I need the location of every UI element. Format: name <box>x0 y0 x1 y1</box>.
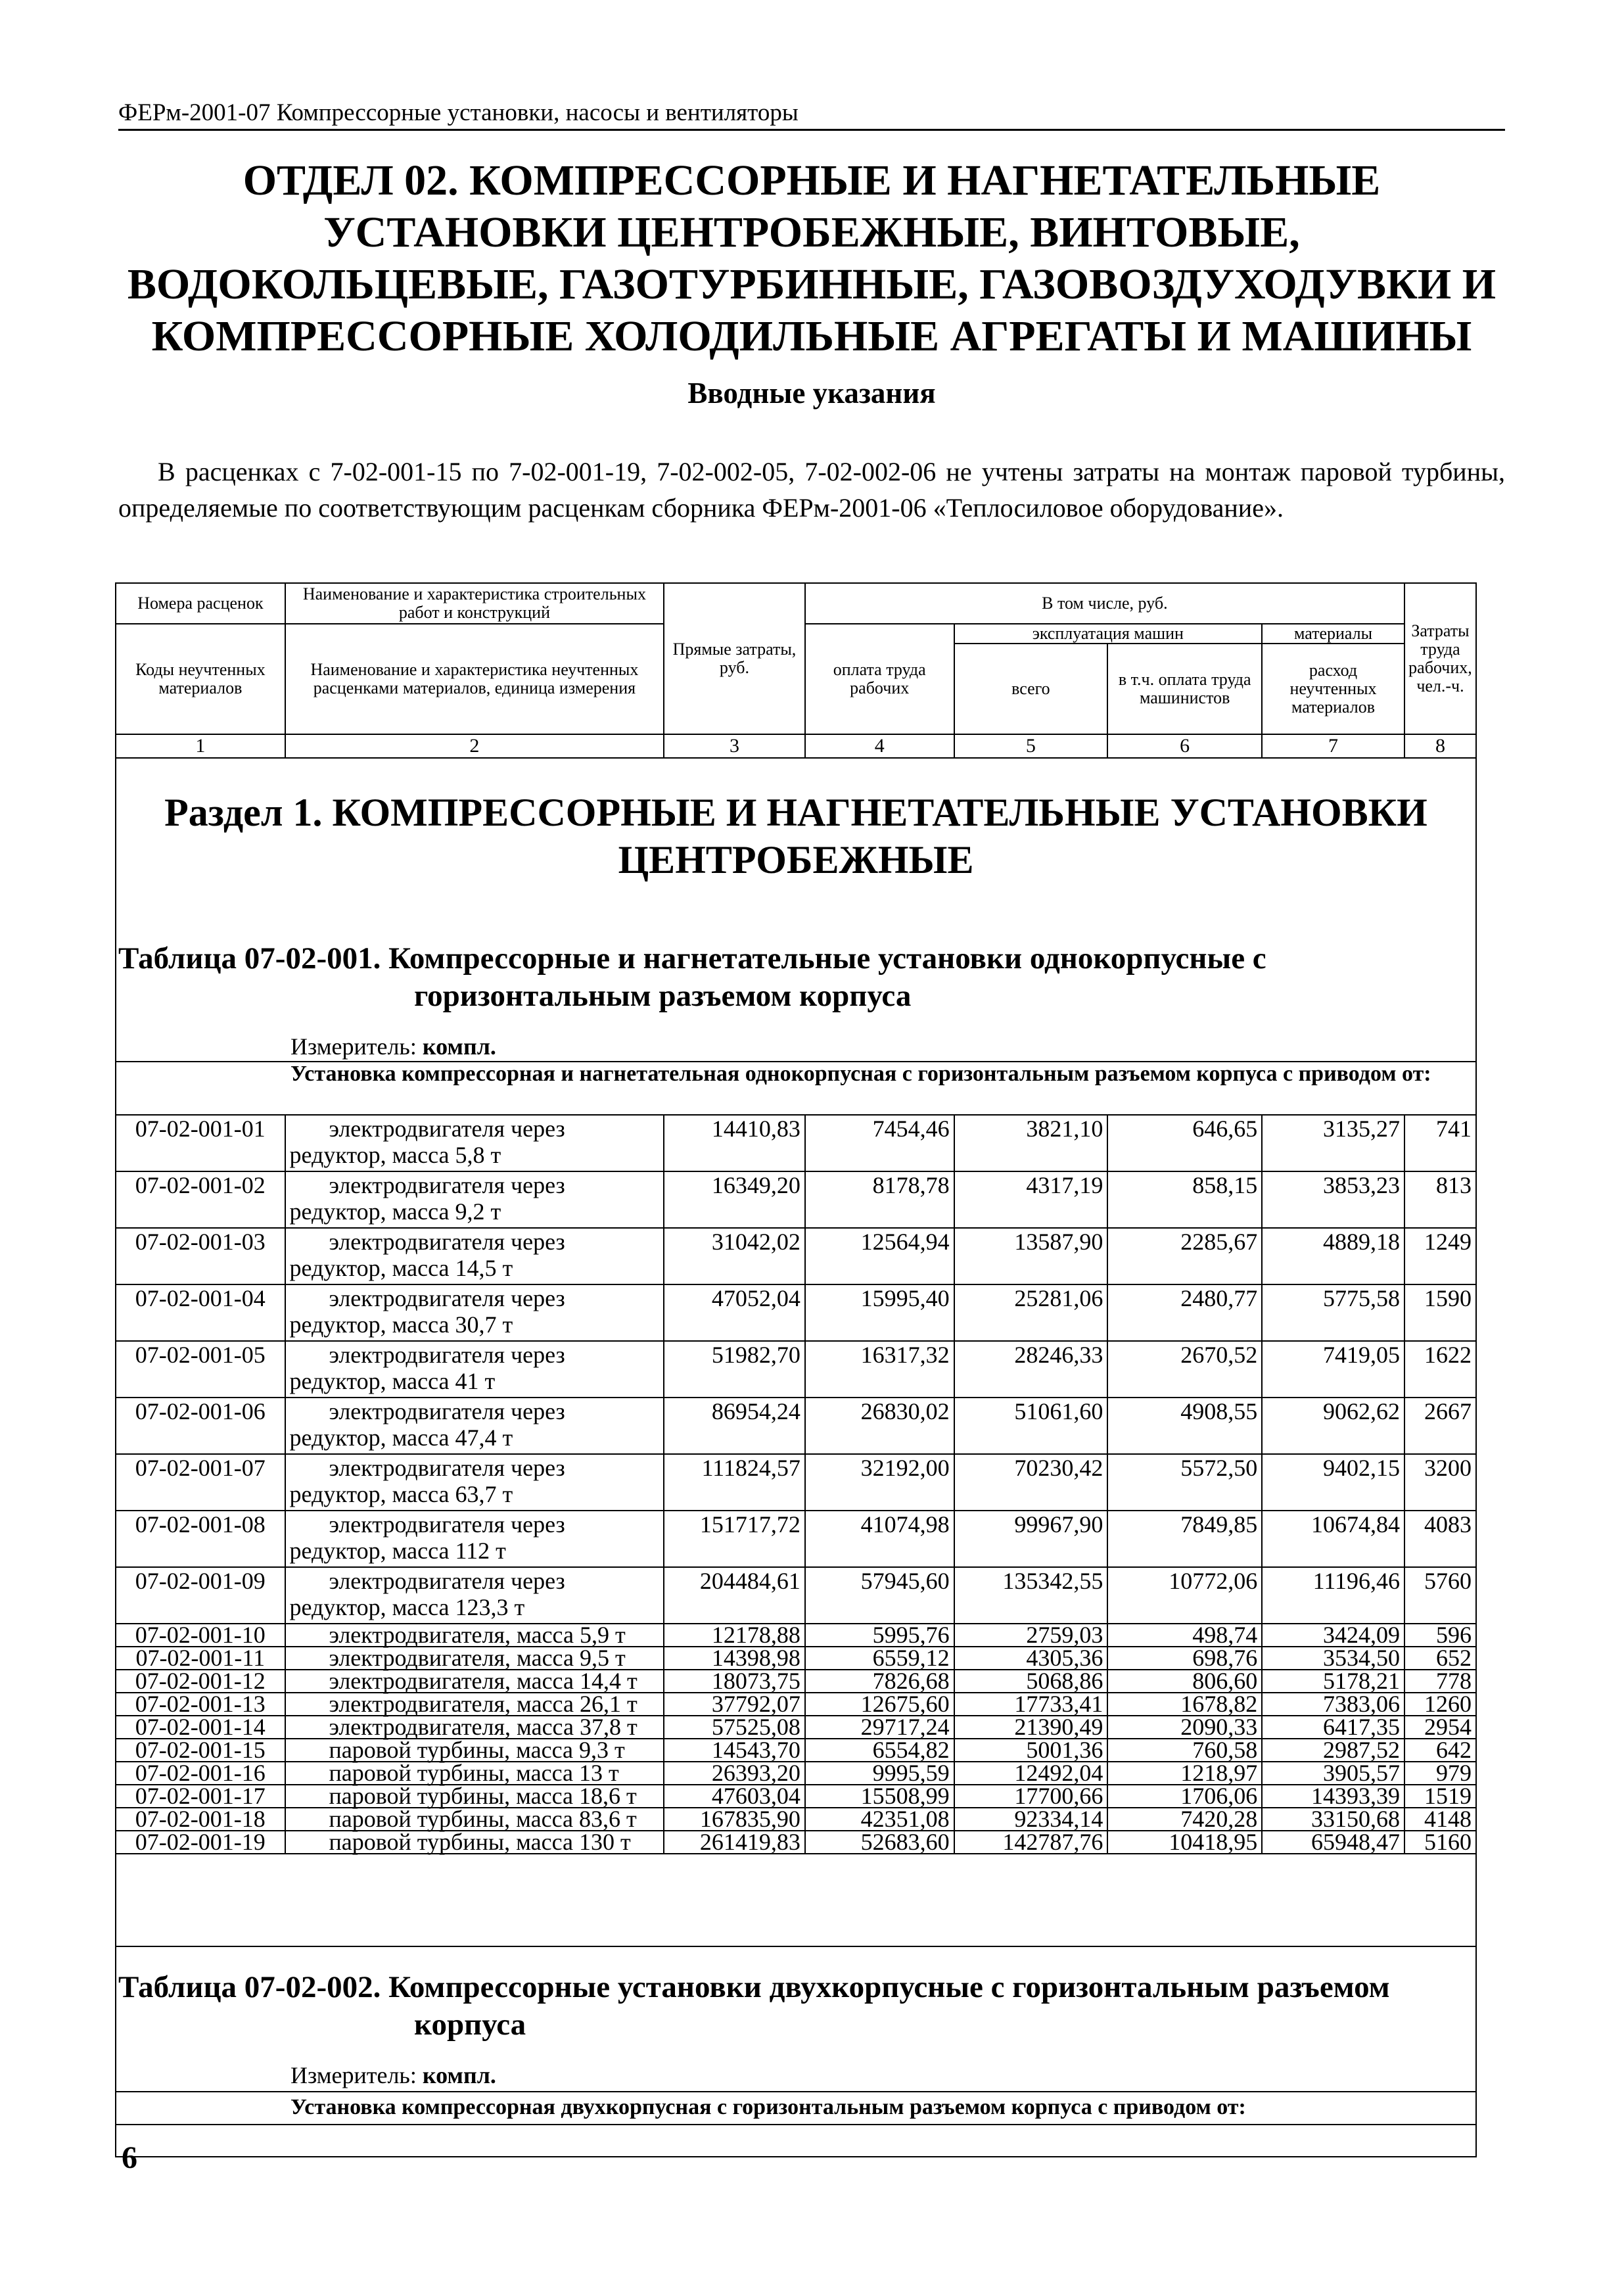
column-number: 6 <box>1107 734 1262 758</box>
value-labor: 12675,60 <box>805 1693 954 1716</box>
rate-name <box>285 1115 664 1171</box>
rate-code: 07-02-001-18 <box>116 1808 285 1831</box>
value-mach: 5001,36 <box>954 1739 1108 1762</box>
rate-code: 07-02-001-11 <box>116 1647 285 1670</box>
value-labor: 42351,08 <box>805 1808 954 1831</box>
rate-name <box>285 1762 664 1785</box>
value-direct: 26393,20 <box>664 1762 805 1785</box>
value-labor: 9995,59 <box>805 1762 954 1785</box>
value-mach-labor: 7849,85 <box>1107 1511 1262 1567</box>
value-labor: 52683,60 <box>805 1831 954 1854</box>
value-hours: 1590 <box>1404 1284 1476 1341</box>
table-row <box>116 1284 1476 1341</box>
value-mat: 11196,46 <box>1262 1567 1404 1624</box>
table2-caption <box>118 1969 1390 2044</box>
value-mach-labor: 2480,77 <box>1107 1284 1262 1341</box>
value-mach-labor: 646,65 <box>1107 1115 1262 1171</box>
table-row <box>116 1567 1476 1624</box>
table-row <box>116 1716 1476 1739</box>
rate-name <box>285 1624 664 1647</box>
rate-name-line1: электродвигателя через <box>329 1398 565 1424</box>
rate-name-line2: редуктор, масса 41 т <box>289 1368 496 1394</box>
value-direct: 18073,75 <box>664 1670 805 1693</box>
table2-caption-line2: корпуса <box>414 2008 526 2042</box>
header-material-codes: Коды неучтенных материалов <box>116 624 285 734</box>
header-rates-codes: Номера расценок <box>116 583 285 624</box>
column-number: 4 <box>805 734 954 758</box>
table-row <box>116 1398 1476 1454</box>
rate-name-line1: электродвигателя, масса 5,9 т <box>329 1622 626 1648</box>
table1-caption-line2: горизонтальным разъемом корпуса <box>414 979 912 1013</box>
value-direct: 86954,24 <box>664 1398 805 1454</box>
value-mach: 12492,04 <box>954 1762 1108 1785</box>
rate-name-line1: электродвигателя, масса 26,1 т <box>329 1691 638 1717</box>
value-mat: 3534,50 <box>1262 1647 1404 1670</box>
rate-code: 07-02-001-01 <box>116 1115 285 1171</box>
table2-caption-line1: Таблица 07-02-002. Компрессорные установки двухкорпусные с горизонтальным разъемом <box>118 1970 1390 2004</box>
section-title: Раздел 1. КОМПРЕССОРНЫЕ И НАГНЕТАТЕЛЬНЫЕ УСТАНОВКИ ЦЕНТРОБЕЖНЫЕ <box>164 791 1427 882</box>
table1-body <box>116 1115 1476 1854</box>
value-hours: 1249 <box>1404 1228 1476 1284</box>
value-mach-labor: 760,58 <box>1107 1739 1262 1762</box>
value-direct: 12178,88 <box>664 1624 805 1647</box>
intro-heading: Вводные указания <box>687 377 936 410</box>
value-hours: 642 <box>1404 1739 1476 1762</box>
header-material-names: Наименование и характеристика неучтенных расценками материалов, единица измерения <box>285 624 664 734</box>
rate-name-line2: редуктор, масса 112 т <box>289 1538 506 1564</box>
value-direct: 204484,61 <box>664 1567 805 1624</box>
value-mach: 70230,42 <box>954 1454 1108 1511</box>
value-hours: 778 <box>1404 1670 1476 1693</box>
rate-code: 07-02-001-09 <box>116 1567 285 1624</box>
value-mach-labor: 2285,67 <box>1107 1228 1262 1284</box>
rate-name-line1: электродвигателя через <box>329 1285 565 1311</box>
value-mach-labor: 1706,06 <box>1107 1785 1262 1808</box>
table1-caption-line1: Таблица 07-02-001. Компрессорные и нагнетательные установки однокорпусные с <box>118 941 1266 976</box>
value-direct: 16349,20 <box>664 1171 805 1228</box>
rate-name-line1: электродвигателя, масса 9,5 т <box>329 1645 626 1671</box>
rate-name <box>285 1693 664 1716</box>
value-hours: 4148 <box>1404 1808 1476 1831</box>
table-row <box>116 1808 1476 1831</box>
table2-measure <box>290 2061 496 2089</box>
running-header: ФЕРм-2001-07 Компрессорные установки, насосы и вентиляторы <box>118 99 799 126</box>
value-mat: 3853,23 <box>1262 1171 1404 1228</box>
value-labor: 5995,76 <box>805 1624 954 1647</box>
rate-code: 07-02-001-08 <box>116 1511 285 1567</box>
rate-code: 07-02-001-03 <box>116 1228 285 1284</box>
rate-name-line2: редуктор, масса 123,3 т <box>289 1594 525 1620</box>
value-labor: 15508,99 <box>805 1785 954 1808</box>
rate-name-line2: редуктор, масса 5,8 т <box>289 1142 501 1168</box>
header-material-consumption: расход неучтенных материалов <box>1262 644 1404 734</box>
value-labor: 32192,00 <box>805 1454 954 1511</box>
rate-name-line1: электродвигателя через <box>329 1455 565 1481</box>
value-hours: 1519 <box>1404 1785 1476 1808</box>
value-labor: 12564,94 <box>805 1228 954 1284</box>
table-row <box>116 1670 1476 1693</box>
value-mat: 5178,21 <box>1262 1670 1404 1693</box>
value-labor: 7826,68 <box>805 1670 954 1693</box>
value-hours: 5760 <box>1404 1567 1476 1624</box>
value-direct: 57525,08 <box>664 1716 805 1739</box>
table-row <box>116 1511 1476 1567</box>
value-hours: 3200 <box>1404 1454 1476 1511</box>
value-mach-labor: 10418,95 <box>1107 1831 1262 1854</box>
rate-name-line1: электродвигателя через <box>329 1568 565 1594</box>
value-hours: 813 <box>1404 1171 1476 1228</box>
page-number: 6 <box>122 2140 137 2175</box>
rate-name <box>285 1567 664 1624</box>
value-mach-labor: 1218,97 <box>1107 1762 1262 1785</box>
table-row <box>116 1454 1476 1511</box>
column-number: 1 <box>116 734 285 758</box>
rate-code: 07-02-001-12 <box>116 1670 285 1693</box>
table-row <box>116 1693 1476 1716</box>
value-mach: 13587,90 <box>954 1228 1108 1284</box>
value-mach: 28246,33 <box>954 1341 1108 1398</box>
table-row <box>116 1115 1476 1171</box>
value-mach-labor: 1678,82 <box>1107 1693 1262 1716</box>
rate-name-line1: электродвигателя через <box>329 1172 565 1198</box>
value-mat: 33150,68 <box>1262 1808 1404 1831</box>
value-mat: 5775,58 <box>1262 1284 1404 1341</box>
column-number: 7 <box>1262 734 1404 758</box>
measure-label: Измеритель: <box>290 2062 417 2088</box>
value-mach-labor: 2670,52 <box>1107 1341 1262 1398</box>
value-hours: 741 <box>1404 1115 1476 1171</box>
value-mach: 142787,76 <box>954 1831 1108 1854</box>
rate-code: 07-02-001-16 <box>116 1762 285 1785</box>
value-hours: 1622 <box>1404 1341 1476 1398</box>
rate-name-line1: паровой турбины, масса 130 т <box>329 1829 631 1855</box>
table-row <box>116 1785 1476 1808</box>
value-labor: 41074,98 <box>805 1511 954 1567</box>
measure-label: Измеритель: <box>290 1033 417 1060</box>
value-mat: 6417,35 <box>1262 1716 1404 1739</box>
table-row <box>116 1647 1476 1670</box>
rate-name-line1: электродвигателя, масса 14,4 т <box>329 1668 638 1694</box>
table-row <box>116 1341 1476 1398</box>
table-row <box>116 1762 1476 1785</box>
value-mach: 51061,60 <box>954 1398 1108 1454</box>
value-mat: 9062,62 <box>1262 1398 1404 1454</box>
value-mat: 14393,39 <box>1262 1785 1404 1808</box>
value-direct: 111824,57 <box>664 1454 805 1511</box>
value-direct: 14398,98 <box>664 1647 805 1670</box>
table-row <box>116 1739 1476 1762</box>
value-hours: 2667 <box>1404 1398 1476 1454</box>
value-mach-labor: 4908,55 <box>1107 1398 1262 1454</box>
rate-code: 07-02-001-07 <box>116 1454 285 1511</box>
rate-name <box>285 1716 664 1739</box>
rate-code: 07-02-001-13 <box>116 1693 285 1716</box>
rate-name <box>285 1808 664 1831</box>
value-hours: 5160 <box>1404 1831 1476 1854</box>
value-mach: 25281,06 <box>954 1284 1108 1341</box>
table2-rule-bottom <box>115 2124 1477 2125</box>
value-mat: 4889,18 <box>1262 1228 1404 1284</box>
rate-name <box>285 1284 664 1341</box>
value-mach: 135342,55 <box>954 1567 1108 1624</box>
column-number: 8 <box>1404 734 1476 758</box>
value-mach-labor: 10772,06 <box>1107 1567 1262 1624</box>
rate-name <box>285 1398 664 1454</box>
measure-unit: компл. <box>422 1033 496 1060</box>
rate-code: 07-02-001-14 <box>116 1716 285 1739</box>
value-direct: 47603,04 <box>664 1785 805 1808</box>
value-hours: 652 <box>1404 1647 1476 1670</box>
value-mach-labor: 2090,33 <box>1107 1716 1262 1739</box>
rate-name-line1: паровой турбины, масса 9,3 т <box>329 1737 625 1763</box>
rate-name <box>285 1739 664 1762</box>
value-mach-labor: 7420,28 <box>1107 1808 1262 1831</box>
value-direct: 151717,72 <box>664 1511 805 1567</box>
value-mach: 4317,19 <box>954 1171 1108 1228</box>
rate-code: 07-02-001-17 <box>116 1785 285 1808</box>
value-mat: 3424,09 <box>1262 1624 1404 1647</box>
value-direct: 51982,70 <box>664 1341 805 1398</box>
value-mat: 10674,84 <box>1262 1511 1404 1567</box>
value-mat: 65948,47 <box>1262 1831 1404 1854</box>
rate-code: 07-02-001-19 <box>116 1831 285 1854</box>
intro-text <box>118 454 1505 526</box>
rate-name-line2: редуктор, масса 30,7 т <box>289 1311 513 1338</box>
value-mach: 17733,41 <box>954 1693 1108 1716</box>
value-hours: 2954 <box>1404 1716 1476 1739</box>
value-labor: 8178,78 <box>805 1171 954 1228</box>
rate-name <box>285 1228 664 1284</box>
rate-name <box>285 1171 664 1228</box>
rate-code: 07-02-001-05 <box>116 1341 285 1398</box>
rate-name <box>285 1831 664 1854</box>
column-number: 2 <box>285 734 664 758</box>
value-mach: 17700,66 <box>954 1785 1108 1808</box>
value-labor: 29717,24 <box>805 1716 954 1739</box>
rate-name-line1: паровой турбины, масса 18,6 т <box>329 1783 637 1809</box>
rate-name-line1: электродвигателя через <box>329 1116 565 1142</box>
value-hours: 4083 <box>1404 1511 1476 1567</box>
table-row <box>116 1624 1476 1647</box>
rate-code: 07-02-001-06 <box>116 1398 285 1454</box>
value-mat: 7383,06 <box>1262 1693 1404 1716</box>
value-direct: 261419,83 <box>664 1831 805 1854</box>
value-hours: 1260 <box>1404 1693 1476 1716</box>
intro-paragraph: В расценках с 7-02-001-15 по 7-02-001-19, 7-02-002-05, 7-02-002-06 не учтены затраты на монтаж паровой турбины, определяемые по соответствующим расценкам сборника ФЕРм-2001-06 «Теплосиловое оборудование». <box>118 457 1505 523</box>
value-direct: 14543,70 <box>664 1739 805 1762</box>
rate-name <box>285 1785 664 1808</box>
value-mach: 99967,90 <box>954 1511 1108 1567</box>
value-mat: 3135,27 <box>1262 1115 1404 1171</box>
rate-name <box>285 1511 664 1567</box>
value-mach-labor: 858,15 <box>1107 1171 1262 1228</box>
value-mach: 92334,14 <box>954 1808 1108 1831</box>
value-mach: 2759,03 <box>954 1624 1108 1647</box>
column-number: 5 <box>954 734 1108 758</box>
rate-name <box>285 1341 664 1398</box>
header-machines-total: всего <box>954 644 1108 734</box>
rate-name-line1: электродвигателя через <box>329 1511 565 1538</box>
rate-name-line2: редуктор, масса 14,5 т <box>289 1255 513 1281</box>
value-mach-labor: 698,76 <box>1107 1647 1262 1670</box>
value-labor: 15995,40 <box>805 1284 954 1341</box>
table-row <box>116 1171 1476 1228</box>
table1-rates <box>115 1114 1477 1854</box>
value-direct: 37792,07 <box>664 1693 805 1716</box>
value-mach: 4305,36 <box>954 1647 1108 1670</box>
value-labor: 7454,46 <box>805 1115 954 1171</box>
rate-name-line2: редуктор, масса 63,7 т <box>289 1481 513 1507</box>
header-operator-pay: в т.ч. оплата труда машинистов <box>1107 644 1262 734</box>
header-materials: материалы <box>1262 624 1404 644</box>
value-labor: 6559,12 <box>805 1647 954 1670</box>
rate-code: 07-02-001-02 <box>116 1171 285 1228</box>
rate-name <box>285 1670 664 1693</box>
value-labor: 6554,82 <box>805 1739 954 1762</box>
header-including: В том числе, руб. <box>805 583 1404 624</box>
rate-name-line2: редуктор, масса 47,4 т <box>289 1424 513 1451</box>
rate-name <box>285 1647 664 1670</box>
value-mat: 3905,57 <box>1262 1762 1404 1785</box>
header-rule <box>118 129 1505 131</box>
rate-code: 07-02-001-04 <box>116 1284 285 1341</box>
column-number: 3 <box>664 734 805 758</box>
value-mat: 7419,05 <box>1262 1341 1404 1398</box>
value-hours: 979 <box>1404 1762 1476 1785</box>
rate-code: 07-02-001-15 <box>116 1739 285 1762</box>
table-row <box>116 1831 1476 1854</box>
table2-installation: Установка компрессорная двухкорпусная с горизонтальным разъемом корпуса с приводом от: <box>290 2095 1246 2119</box>
rate-name-line1: электродвигателя через <box>329 1229 565 1255</box>
rate-code: 07-02-001-10 <box>116 1624 285 1647</box>
header-worker-pay: оплата труда рабочих <box>805 624 954 734</box>
value-mat: 9402,15 <box>1262 1454 1404 1511</box>
value-mat: 2987,52 <box>1262 1739 1404 1762</box>
table1-installation: Установка компрессорная и нагнетательная однокорпусная с горизонтальным разъемом корпуса с приводом от: <box>290 1062 1431 1086</box>
rate-name-line1: электродвигателя, масса 37,8 т <box>329 1714 638 1740</box>
rate-name-line1: паровой турбины, масса 13 т <box>329 1760 619 1786</box>
rate-name-line1: электродвигателя через <box>329 1342 565 1368</box>
table1-caption <box>118 940 1266 1015</box>
value-mach: 5068,86 <box>954 1670 1108 1693</box>
value-labor: 26830,02 <box>805 1398 954 1454</box>
header-labor-hours: Затраты труда рабочих, чел.-ч. <box>1404 583 1476 734</box>
value-labor: 16317,32 <box>805 1341 954 1398</box>
value-mach-labor: 5572,50 <box>1107 1454 1262 1511</box>
value-mach: 3821,10 <box>954 1115 1108 1171</box>
measure-unit: компл. <box>422 2062 496 2088</box>
value-direct: 31042,02 <box>664 1228 805 1284</box>
department-title: ОТДЕЛ 02. КОМПРЕССОРНЫЕ И НАГНЕТАТЕЛЬНЫЕ УСТАНОВКИ ЦЕНТРОБЕЖНЫЕ, ВИНТОВЫЕ, ВОДОКОЛЬЦЕВЫЕ, ГАЗОТУРБИННЫЕ, ГАЗОВОЗДУХОДУВКИ И КОМПРЕССОРНЫЕ ХОЛОДИЛЬНЫЕ АГРЕГАТЫ И МАШИНЫ <box>127 156 1496 360</box>
table-row <box>116 1228 1476 1284</box>
header-direct-costs: Прямые затраты, руб. <box>664 583 805 734</box>
value-mach: 21390,49 <box>954 1716 1108 1739</box>
table2-top-rule <box>115 1946 1477 1947</box>
table-header <box>115 582 1477 759</box>
value-mach-labor: 806,60 <box>1107 1670 1262 1693</box>
rate-name <box>285 1454 664 1511</box>
header-work-name: Наименование и характеристика строительных работ и конструкций <box>285 583 664 624</box>
value-direct: 47052,04 <box>664 1284 805 1341</box>
value-labor: 57945,60 <box>805 1567 954 1624</box>
rate-name-line1: паровой турбины, масса 83,6 т <box>329 1806 637 1832</box>
header-machines: эксплуатация машин <box>954 624 1263 644</box>
table2-rule <box>115 2091 1477 2092</box>
table1-measure <box>290 1033 496 1060</box>
value-direct: 14410,83 <box>664 1115 805 1171</box>
value-direct: 167835,90 <box>664 1808 805 1831</box>
value-hours: 596 <box>1404 1624 1476 1647</box>
rate-name-line2: редуктор, масса 9,2 т <box>289 1198 501 1225</box>
value-mach-labor: 498,74 <box>1107 1624 1262 1647</box>
